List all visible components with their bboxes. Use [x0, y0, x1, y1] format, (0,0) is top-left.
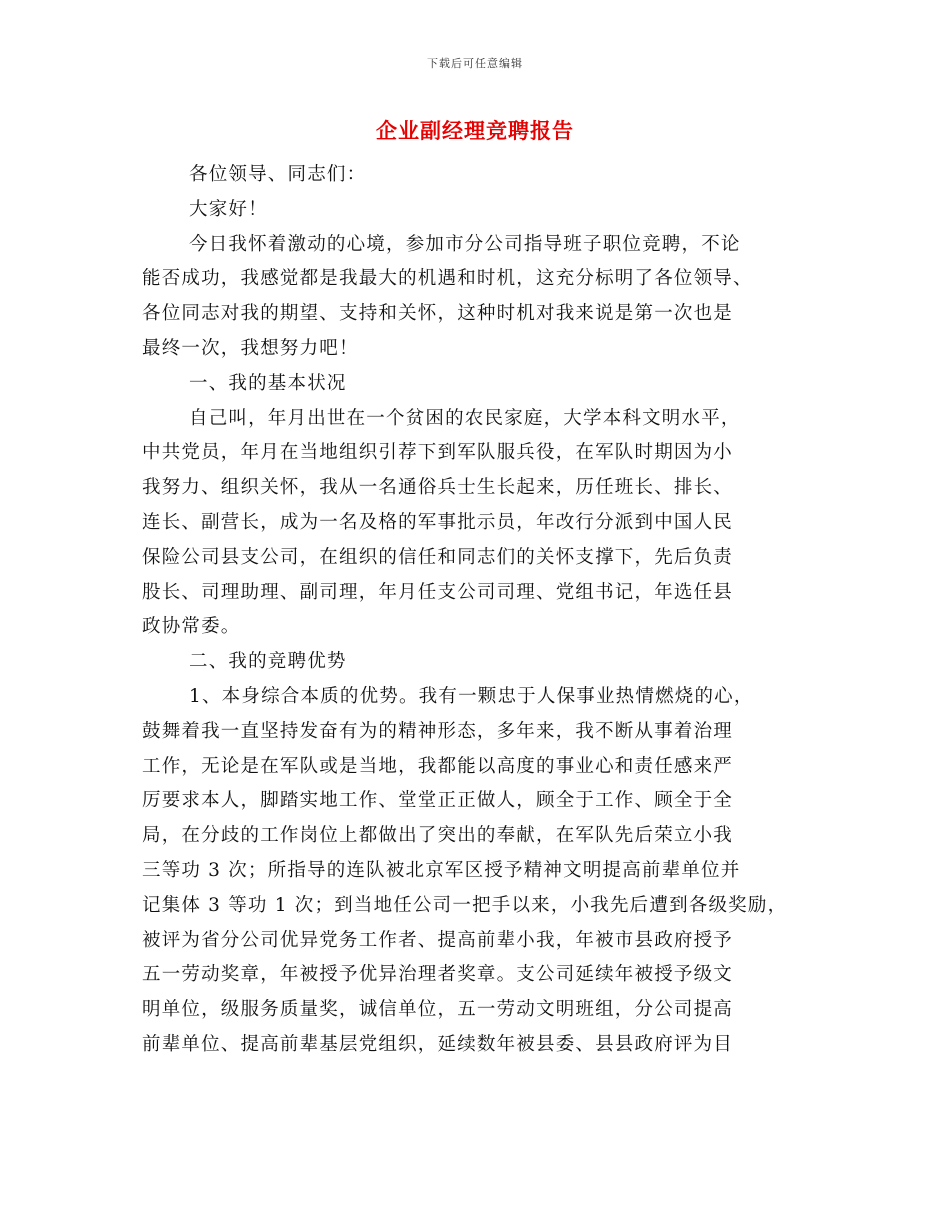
body-text-line: 自己叫，年月出世在一个贫困的农民家庭，大学本科文明水平， [189, 407, 741, 429]
body-text-line: 五一劳动奖章，年被授予优异治理者奖章。支公司延续年被授予级文 [142, 964, 734, 986]
body-text-line: 股长、司理助理、副司理，年月任支公司司理、党组书记，年选任县 [142, 581, 734, 603]
page-header-note: 下载后可任意编辑 [427, 57, 523, 70]
body-text-line: 被评为省分公司优异党务工作者、提高前辈小我，年被市县政府授予 [142, 929, 734, 951]
body-text-line: 今日我怀着激动的心境，参加市分公司指导班子职位竞聘，不论 [189, 233, 741, 255]
body-text-line: 政协常委。 [142, 616, 241, 638]
body-text-line: 局，在分歧的工作岗位上都做出了突出的奉献，在军队先后荣立小我 [142, 825, 734, 847]
body-text-line: 记集体 3 等功 1 次；到当地任公司一把手以来，小我先后遭到各级奖励， [142, 894, 788, 916]
body-text-line: 二、我的竞聘优势 [189, 651, 347, 673]
body-text-line: 中共党员，年月在当地组织引荐下到军队服兵役，在军队时期因为小 [142, 442, 734, 464]
body-text-line: 保险公司县支公司，在组织的信任和同志们的关怀支撑下，先后负责 [142, 546, 734, 568]
body-text-line: 各位领导、同志们： [189, 164, 367, 185]
body-text-line: 连长、副营长，成为一名及格的军事批示员，年改行分派到中国人民 [142, 511, 734, 533]
body-text-line: 1、本身综合本质的优势。我有一颗忠于人保事业热情燃烧的心， [189, 685, 754, 707]
document-title: 企业副经理竞聘报告 [376, 118, 574, 143]
body-text-line: 能否成功，我感觉都是我最大的机遇和时机，这充分标明了各位领导、 [142, 268, 753, 290]
body-text-line: 前辈单位、提高前辈基层党组织，延续数年被县委、县县政府评为目 [142, 1033, 734, 1055]
body-text-line: 明单位，级服务质量奖，诚信单位，五一劳动文明班组，分公司提高 [142, 999, 734, 1021]
body-text-line: 最终一次，我想努力吧！ [142, 337, 359, 359]
body-text-line: 三等功 3 次；所指导的连队被北京军区授予精神文明提高前辈单位并 [142, 859, 741, 881]
body-text-line: 鼓舞着我一直坚持发奋有为的精神形态，多年来，我不断从事着治理 [142, 720, 734, 742]
body-text-line: 我努力、组织关怀，我从一名通俗兵士生长起来，历任班长、排长、 [142, 477, 734, 499]
body-text-line: 工作，无论是在军队或是当地，我都能以高度的事业心和责任感来严 [142, 755, 734, 777]
document-body [142, 158, 832, 1063]
body-text-line: 各位同志对我的期望、支持和关怀，这种时机对我来说是第一次也是 [142, 303, 734, 325]
body-text-line: 厉要求本人，脚踏实地工作、堂堂正正做人，顾全于工作、顾全于全 [142, 790, 734, 812]
body-text-line: 大家好！ [189, 198, 268, 220]
body-text-line: 一、我的基本状况 [189, 372, 347, 394]
